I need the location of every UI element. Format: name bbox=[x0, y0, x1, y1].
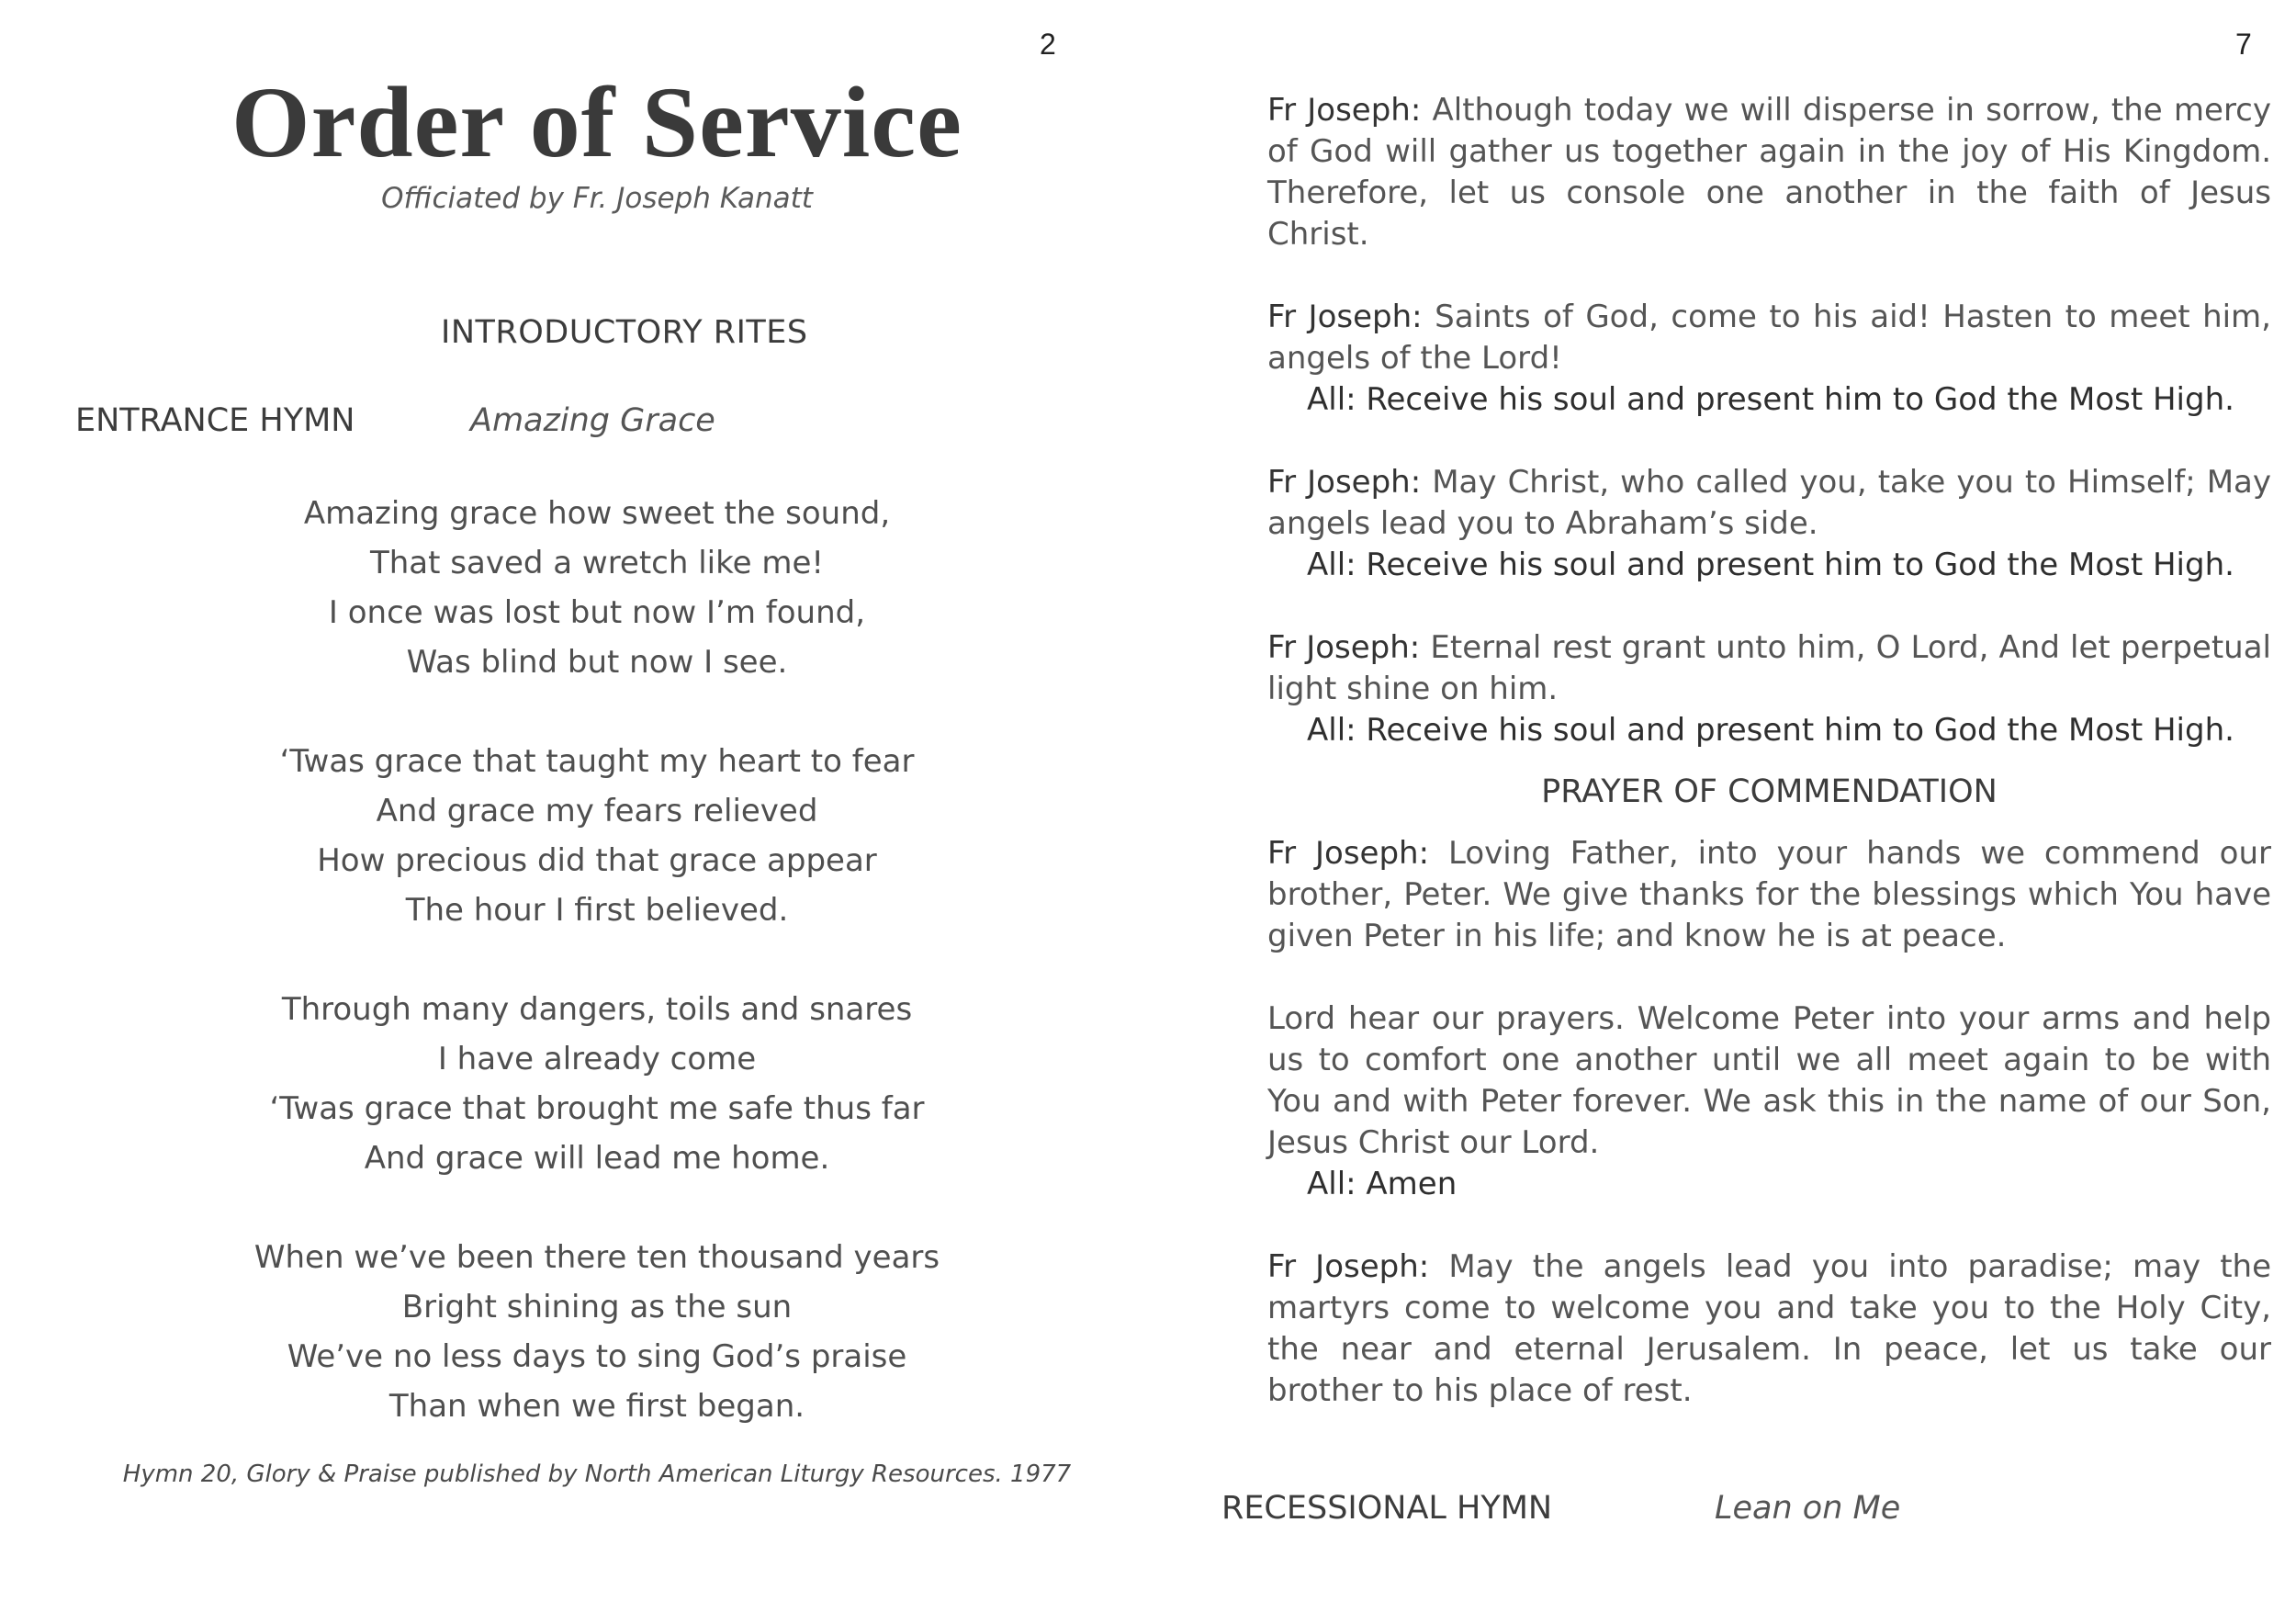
verse-line: The hour I first believed. bbox=[405, 892, 789, 929]
section-heading-introductory-rites: INTRODUCTORY RITES bbox=[441, 314, 808, 351]
verse bbox=[129, 489, 1065, 687]
recessional-hymn-label: RECESSIONAL HYMN bbox=[1221, 1490, 1553, 1527]
page-number: 2 bbox=[1040, 28, 1056, 61]
prayer-text: May Christ, who called you, take you to Himself; May angels lead you to Abraham’s side. bbox=[1267, 464, 2271, 542]
verse-line: How precious did that grace appear bbox=[317, 842, 877, 879]
congregation-response: All: Receive his soul and present him to God the Most High. bbox=[1307, 712, 2234, 749]
officiant-subtitle: Officiated by Fr. Joseph Kanatt bbox=[381, 182, 813, 215]
verse-line: We’ve no less days to sing God’s praise bbox=[287, 1338, 907, 1375]
page-title: Order of Service bbox=[231, 66, 962, 178]
verse-line: Than when we first began. bbox=[388, 1388, 805, 1425]
congregation-response: All: Receive his soul and present him to God the Most High. bbox=[1307, 547, 2234, 583]
entrance-hymn-label: ENTRANCE HYMN bbox=[75, 402, 355, 439]
speaker-label: Fr Joseph: bbox=[1267, 1248, 1430, 1285]
congregation-response: All: Receive his soul and present him to God the Most High. bbox=[1307, 381, 2234, 418]
recessional-hymn-title: Lean on Me bbox=[1715, 1490, 1901, 1527]
verse-line: And grace my fears relieved bbox=[376, 793, 818, 829]
prayer-paragraph: Lord hear our prayers. Welcome Peter into your arms and help us to comfort one another until we all meet again to be with You and with Peter forever. We ask this in the name of our Son, Jesus Christ our Lord. bbox=[1267, 1000, 2271, 1161]
verse bbox=[129, 1233, 1065, 1431]
prayer-paragraph bbox=[1267, 627, 2271, 710]
prayer-paragraph bbox=[1267, 462, 2271, 545]
prayer-text: Although today we will disperse in sorrow, the mercy of God will gather us together again in the joy of His Kingdom. Therefore, let us console one another in the faith of Jesus Christ. bbox=[1267, 92, 2271, 253]
verse-line: ‘Twas grace that brought me safe thus far bbox=[269, 1090, 925, 1127]
verse-line: I once was lost but now I’m found, bbox=[328, 594, 866, 631]
verse-line: Bright shining as the sun bbox=[401, 1289, 793, 1325]
page-number: 7 bbox=[2235, 28, 2252, 61]
prayer-paragraph bbox=[1267, 1246, 2271, 1412]
speaker-label: Fr Joseph: bbox=[1267, 629, 1421, 666]
speaker-label: Fr Joseph: bbox=[1267, 464, 1422, 501]
prayer-text: Loving Father, into your hands we commend our brother, Peter. We give thanks for the blessings which You have given Peter in his life; and know he is at peace. bbox=[1267, 835, 2271, 954]
prayer-paragraph bbox=[1267, 90, 2271, 255]
hymn-lyrics bbox=[129, 489, 1065, 1481]
right-page bbox=[1148, 0, 2296, 1624]
speaker-label: Fr Joseph: bbox=[1267, 835, 1430, 872]
entrance-hymn-title: Amazing Grace bbox=[470, 402, 715, 439]
prayer-text: Saints of God, come to his aid! Hasten to meet him, angels of the Lord! bbox=[1267, 299, 2271, 377]
prayer-text: May the angels lead you into paradise; may the martyrs come to welcome you and take you to the Holy City, the near and eternal Jerusalem. In peace, let us take our brother to his place of rest. bbox=[1267, 1248, 2271, 1409]
verse-line: That saved a wretch like me! bbox=[369, 545, 824, 581]
prayers-section bbox=[1267, 90, 2271, 1412]
verse bbox=[129, 737, 1065, 935]
prayer-text: Eternal rest grant unto him, O Lord, And let perpetual light shine on him. bbox=[1267, 629, 2272, 707]
verse bbox=[129, 985, 1065, 1183]
hymn-citation: Hymn 20, Glory & Praise published by North American Liturgy Resources. 1977 bbox=[122, 1460, 1072, 1488]
speaker-label: Fr Joseph: bbox=[1267, 299, 1423, 335]
prayer-paragraph bbox=[1267, 297, 2271, 379]
verse-line: Was blind but now I see. bbox=[406, 644, 788, 681]
verse-line: I have already come bbox=[437, 1041, 757, 1077]
speaker-label: Fr Joseph: bbox=[1267, 92, 1422, 129]
prayer-paragraph bbox=[1267, 833, 2271, 957]
verse-line: Through many dangers, toils and snares bbox=[281, 991, 913, 1028]
verse-line: Amazing grace how sweet the sound, bbox=[303, 495, 891, 532]
verse-line: And grace will lead me home. bbox=[364, 1140, 830, 1177]
verse-line: ‘Twas grace that taught my heart to fear bbox=[279, 743, 915, 780]
verse-line: When we’ve been there ten thousand years bbox=[253, 1239, 940, 1276]
congregation-response: All: Amen bbox=[1307, 1166, 1458, 1202]
section-heading-prayer-of-commendation: PRAYER OF COMMENDATION bbox=[1541, 773, 1998, 810]
